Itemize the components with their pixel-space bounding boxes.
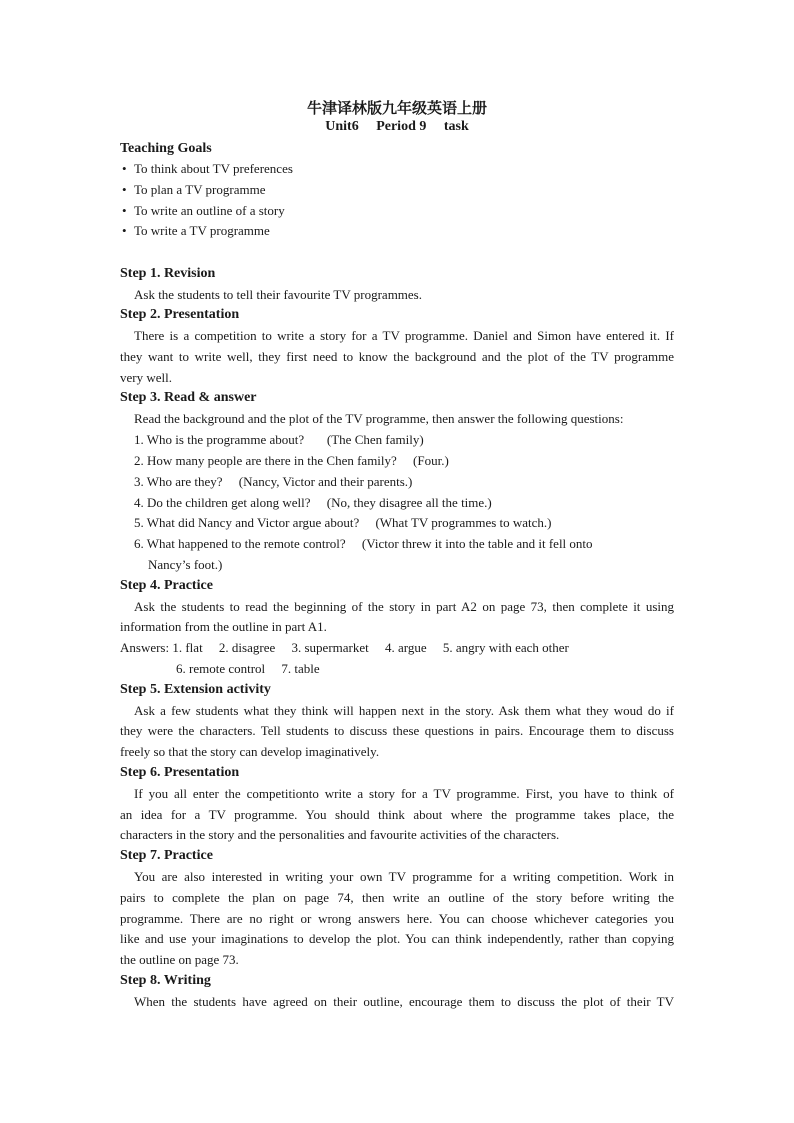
step-text: very well.	[120, 370, 172, 385]
step-text: like and use your imaginations to develop the plot. You can think independently, rather than copying	[120, 931, 674, 946]
step-text: information from the outline in part A1.	[120, 619, 327, 634]
step-text: Ask a few students what they think will happen next in the story. Ask them what they woud do if	[134, 703, 674, 718]
bullet-icon: •	[122, 223, 127, 238]
step-text: the outline on page 73.	[120, 952, 239, 967]
step-text: they were the characters. Tell students to discuss these questions in pairs. Encourage them to discuss	[120, 723, 674, 738]
step-text: an idea for a TV programme. You should think about where the programme takes place, the	[120, 807, 674, 822]
step-text: There is a competition to write a story for a TV programme. Daniel and Simon have entered it. If	[134, 328, 674, 343]
step-text: characters in the story and the personalities and favourite activities of the characters.	[120, 827, 560, 842]
bullet-icon: •	[122, 203, 127, 218]
question-item: 1. Who is the programme about? (The Chen family)	[134, 432, 424, 447]
goal-item: • To write an outline of a story	[122, 203, 285, 218]
question-item: Nancy’s foot.)	[148, 557, 223, 572]
answers-line: Answers: 1. flat 2. disagree 3. supermarket 4. argue 5. angry with each other	[120, 640, 569, 655]
step-heading: Step 8. Writing	[120, 973, 211, 988]
step-heading: Step 3. Read & answer	[120, 390, 257, 405]
step-heading: Step 1. Revision	[120, 266, 216, 281]
step-heading: Step 7. Practice	[120, 848, 213, 863]
answers-line: 6. remote control 7. table	[176, 661, 320, 676]
step-heading: Step 2. Presentation	[120, 307, 240, 322]
step-text: When the students have agreed on their outline, encourage them to discuss the plot of their TV	[134, 994, 674, 1009]
step-heading: Step 6. Presentation	[120, 765, 240, 780]
step-text: Ask the students to tell their favourite TV programmes.	[134, 287, 422, 302]
step-heading: Step 5. Extension activity	[120, 682, 271, 697]
step-text: programme. There are no right or wrong answers here. You can choose whichever categories you	[120, 911, 674, 926]
document-subtitle: Unit6 Period 9 task	[325, 119, 469, 134]
step-text: pairs to complete the plan on page 74, then write an outline of the story before writing the	[120, 890, 674, 905]
bullet-icon: •	[122, 182, 127, 197]
question-item: 5. What did Nancy and Victor argue about? (What TV programmes to watch.)	[134, 515, 552, 530]
question-item: 6. What happened to the remote control? (Victor threw it into the table and it fell onto	[134, 536, 593, 551]
question-item: 2. How many people are there in the Chen family? (Four.)	[134, 453, 449, 468]
step-text: Ask the students to read the beginning of the story in part A2 on page 73, then complete it using	[134, 599, 674, 614]
step-text: Read the background and the plot of the TV programme, then answer the following questions:	[134, 411, 624, 426]
teaching-goals-heading: Teaching Goals	[120, 141, 212, 156]
step-text: they want to write well, they first need to know the background and the plot of the TV programme	[120, 349, 674, 364]
step-heading: Step 4. Practice	[120, 578, 213, 593]
step-text: freely so that the story can develop imaginatively.	[120, 744, 380, 759]
document-title: 牛津译林版九年级英语上册	[306, 101, 487, 117]
question-item: 3. Who are they? (Nancy, Victor and their parents.)	[134, 474, 413, 489]
goal-item: • To think about TV preferences	[122, 161, 293, 176]
goal-item: • To write a TV programme	[122, 223, 270, 238]
bullet-icon: •	[122, 161, 127, 176]
question-item: 4. Do the children get along well? (No, they disagree all the time.)	[134, 495, 492, 510]
step-text: If you all enter the competitionto write a story for a TV programme. First, you have to think of	[134, 786, 674, 801]
step-text: You are also interested in writing your own TV programme for a writing competition. Work in	[134, 869, 674, 884]
goal-item: • To plan a TV programme	[122, 182, 266, 197]
